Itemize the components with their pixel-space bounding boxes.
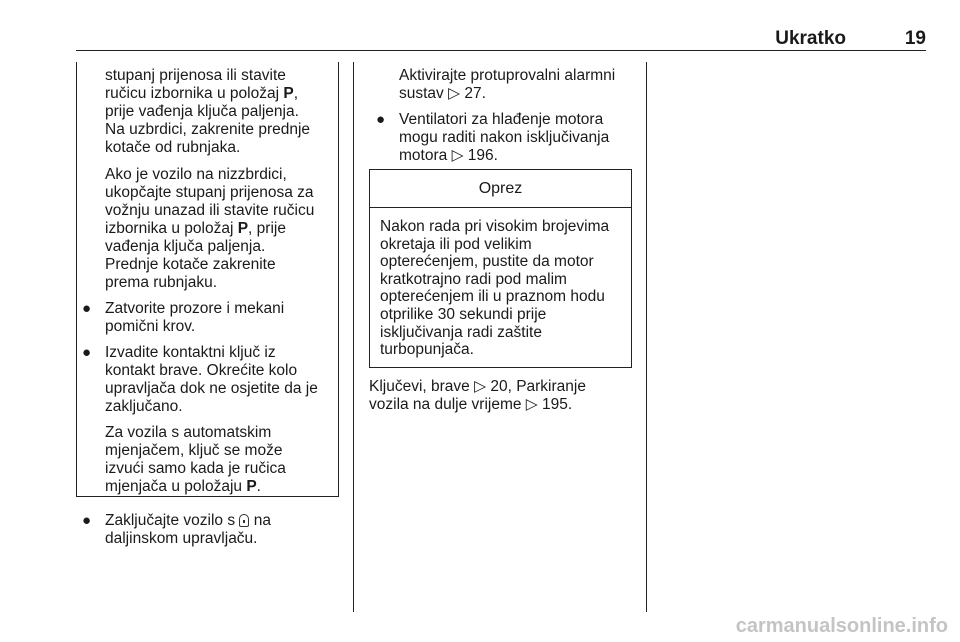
bullet-icon: ● — [376, 111, 386, 128]
text-line: kontakt brave. Okrećite kolo — [105, 362, 298, 379]
text-line: stupanj prijenosa ili stavite — [105, 67, 286, 84]
caution-text — [380, 218, 609, 359]
bullet-icon: ● — [82, 512, 92, 529]
text-line: kotače od rubnjaka. — [105, 139, 241, 156]
page-number: 19 — [904, 28, 926, 49]
text-line: Izvadite kontaktni ključ iz — [105, 344, 276, 361]
cross-reference-link[interactable]: Ključevi, brave ▷ 20, Parkiranje — [369, 378, 586, 395]
text-line: Zaključajte vozilo s na — [105, 512, 271, 529]
text-line: pomični krov. — [105, 318, 196, 335]
text-line: vađenja ključa paljenja. — [105, 238, 266, 255]
watermark: carmanualsonline.info — [735, 615, 948, 637]
cross-reference-link[interactable]: vozila na dulje vrijeme ▷ 195. — [369, 396, 573, 413]
text-line: Za vozila s automatskim — [105, 424, 272, 441]
column-divider-1 — [353, 62, 354, 612]
text-line: Zatvorite prozore i mekani — [105, 300, 285, 317]
text-line: vožnju unazad ili stavite ručicu — [105, 202, 315, 219]
text-line: mjenjačem, ključ se može — [105, 442, 283, 459]
bullet-icon: ● — [82, 300, 92, 317]
text-line: Prednje kotače zakrenite — [105, 256, 276, 273]
text-line: izvući samo kada je ručica — [105, 460, 286, 477]
text-line: mogu raditi nakon isključivanja — [399, 129, 610, 146]
text-line: Aktivirajte protuprovalni alarmni — [399, 67, 616, 84]
column-divider-2 — [646, 62, 647, 612]
text-line: Ventilatori za hlađenje motora — [399, 111, 604, 128]
text-line: opterećenjem, pustite da motor — [380, 253, 594, 271]
text-line: otprilike 30 sekundi prije — [380, 305, 547, 323]
text-line: sustav ▷ 27. — [399, 85, 486, 102]
caution-title: Oprez — [370, 170, 631, 208]
text-line: prema rubnjaku. — [105, 274, 218, 291]
section-title: Ukratko — [775, 28, 846, 49]
text-line: prije vađenja ključa paljenja. — [105, 103, 299, 120]
text-line: Nakon rada pri visokim brojevima — [380, 218, 610, 235]
text-line: opterećenjem ili u praznom hodu — [380, 288, 605, 306]
text-line: ukopčajte stupanj prijenosa za — [105, 184, 314, 201]
reference-arrow-icon: ▷ — [474, 378, 487, 395]
text-line: kratkotrajno radi pod malim — [380, 270, 567, 288]
text-line: Na uzbrdici, zakrenite prednje — [105, 121, 311, 138]
text-line: Ako je vozilo na nizzbrdici, — [105, 166, 287, 183]
lock-button-icon — [239, 514, 249, 527]
caution-box — [369, 169, 632, 368]
bullet-icon: ● — [82, 344, 92, 361]
reference-arrow-icon: ▷ — [448, 85, 461, 102]
text-line: izbornika u položaj P, prije — [105, 220, 286, 237]
text-line: motora ▷ 196. — [399, 147, 498, 164]
reference-arrow-icon: ▷ — [451, 147, 464, 164]
text-line: turbopunjača. — [380, 341, 474, 359]
text-line: ručicu izbornika u položaj P, — [105, 85, 298, 102]
text-line: daljinskom upravljaču. — [105, 530, 258, 547]
text-line: isključivanja radi zaštite — [380, 323, 542, 341]
text-line: upravljača dok ne osjetite da je — [105, 380, 318, 397]
header-rule — [76, 50, 926, 51]
page-header — [76, 28, 926, 51]
reference-arrow-icon: ▷ — [525, 396, 538, 413]
text-line: okretaja ili pod velikim — [380, 235, 532, 253]
text-line: mjenjača u položaju P. — [105, 478, 261, 495]
text-line: zaključano. — [105, 398, 183, 415]
